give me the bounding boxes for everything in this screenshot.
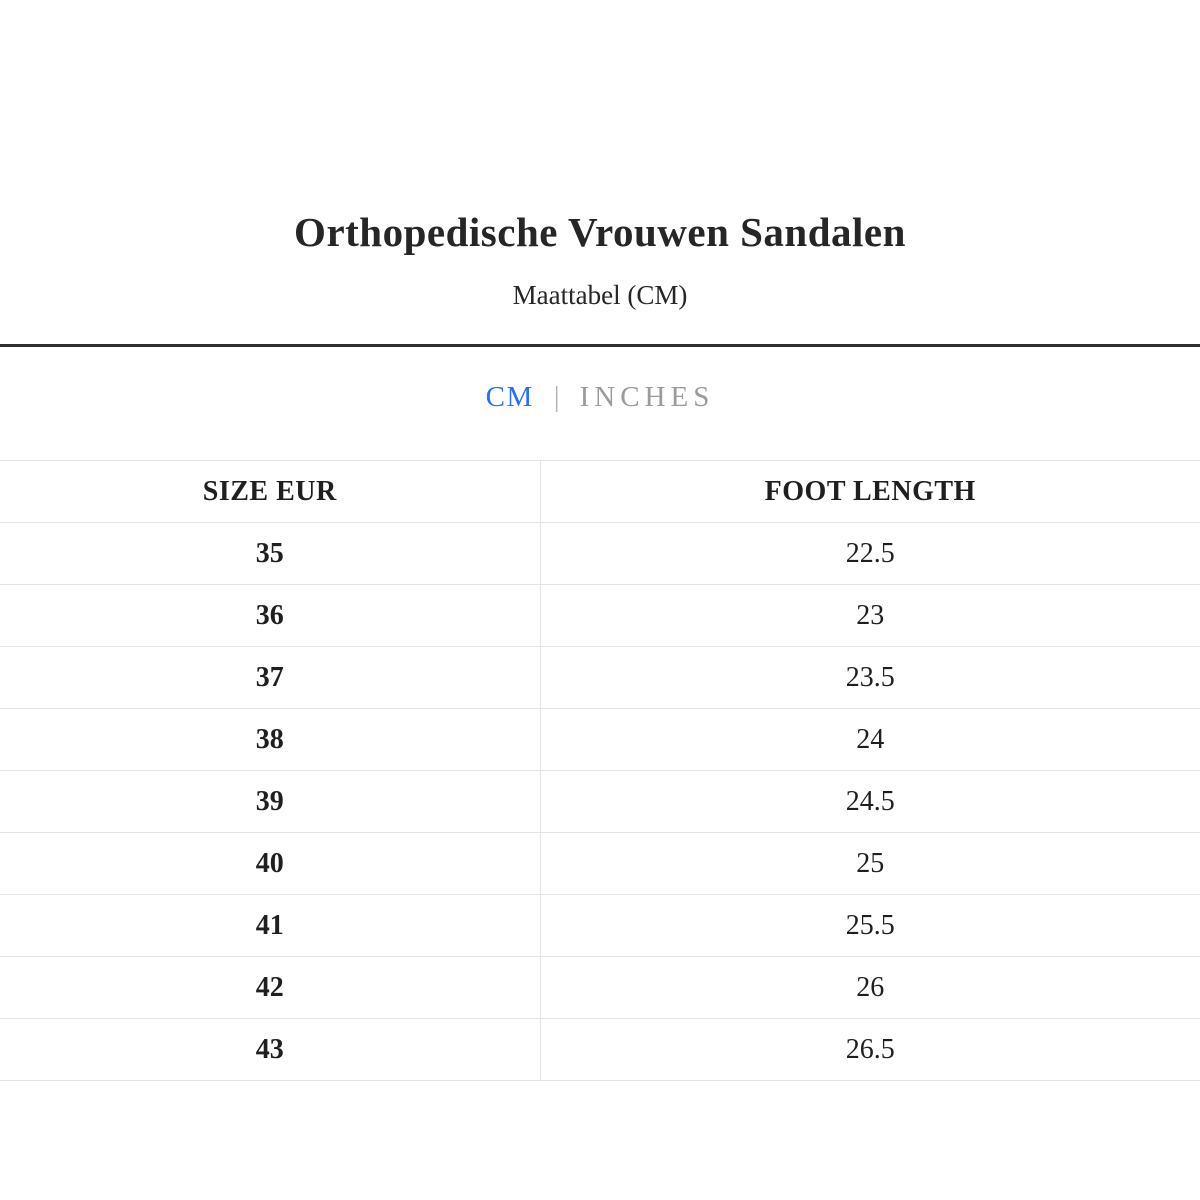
foot-length-cell: 23.5 xyxy=(540,647,1200,709)
size-cell: 43 xyxy=(0,1019,540,1081)
table-row xyxy=(0,895,1200,957)
unit-toggle xyxy=(0,378,1200,416)
foot-length-cell: 24.5 xyxy=(540,771,1200,833)
size-cell: 41 xyxy=(0,895,540,957)
table-row xyxy=(0,957,1200,1019)
foot-length-cell: 26 xyxy=(540,957,1200,1019)
size-cell: 39 xyxy=(0,771,540,833)
table-row xyxy=(0,647,1200,709)
table-row xyxy=(0,523,1200,585)
unit-separator: | xyxy=(553,381,560,413)
page-subtitle: Maattabel (CM) xyxy=(512,280,688,310)
table-row xyxy=(0,585,1200,647)
foot-length-cell: 24 xyxy=(540,709,1200,771)
size-cell: 38 xyxy=(0,709,540,771)
table-body xyxy=(0,523,1200,1081)
size-table xyxy=(0,460,1200,1081)
size-cell: 40 xyxy=(0,833,540,895)
divider-rule xyxy=(0,344,1200,347)
col-header-size-eur: SIZE EUR xyxy=(0,461,540,523)
col-header-foot-length: FOOT LENGTH xyxy=(540,461,1200,523)
table-header-row xyxy=(0,461,1200,523)
size-cell: 36 xyxy=(0,585,540,647)
table-row xyxy=(0,833,1200,895)
table-row xyxy=(0,771,1200,833)
foot-length-cell: 25 xyxy=(540,833,1200,895)
table-row xyxy=(0,1019,1200,1081)
page-title: Orthopedische Vrouwen Sandalen xyxy=(294,209,906,255)
size-cell: 37 xyxy=(0,647,540,709)
size-cell: 35 xyxy=(0,523,540,585)
foot-length-cell: 23 xyxy=(540,585,1200,647)
unit-tab-cm[interactable]: CM xyxy=(485,381,534,413)
foot-length-cell: 25.5 xyxy=(540,895,1200,957)
size-cell: 42 xyxy=(0,957,540,1019)
foot-length-cell: 26.5 xyxy=(540,1019,1200,1081)
unit-tab-inches[interactable]: INCHES xyxy=(579,381,715,413)
foot-length-cell: 22.5 xyxy=(540,523,1200,585)
table-row xyxy=(0,709,1200,771)
